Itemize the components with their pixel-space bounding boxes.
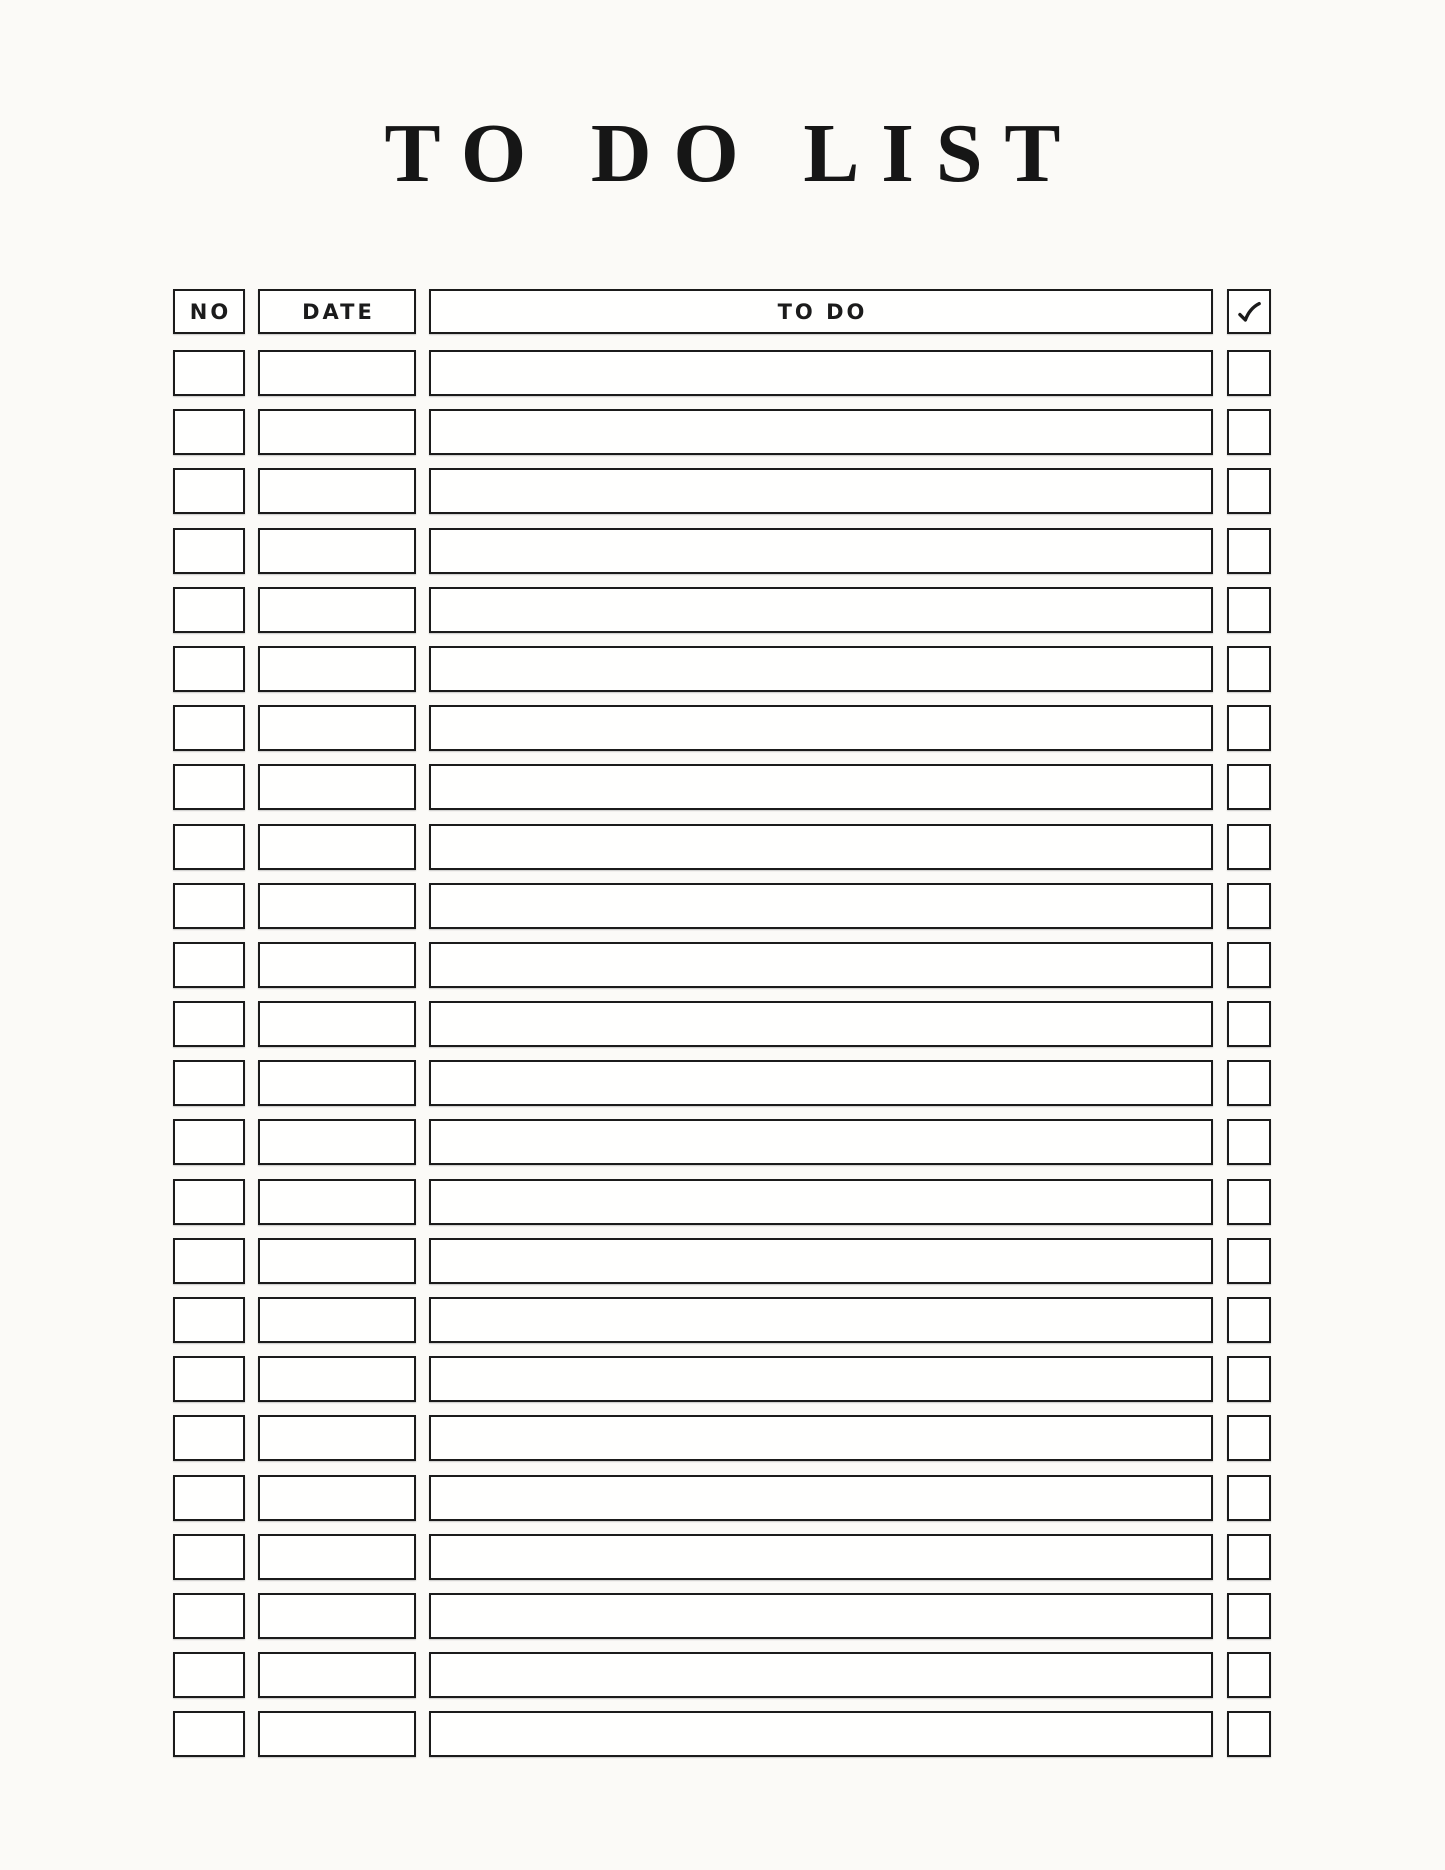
row-checkbox[interactable] — [1227, 764, 1271, 810]
table-row — [173, 1001, 1271, 1047]
row-date-field[interactable] — [258, 1297, 416, 1343]
table-row — [173, 528, 1271, 574]
row-no-field[interactable] — [173, 1297, 245, 1343]
row-checkbox[interactable] — [1227, 1001, 1271, 1047]
row-no-field[interactable] — [173, 1711, 245, 1757]
row-date-field[interactable] — [258, 942, 416, 988]
row-date-field[interactable] — [258, 1179, 416, 1225]
table-row — [173, 1179, 1271, 1225]
row-checkbox[interactable] — [1227, 1711, 1271, 1757]
table-body — [173, 350, 1271, 1757]
row-todo-field[interactable] — [429, 1475, 1213, 1521]
row-checkbox[interactable] — [1227, 883, 1271, 929]
table-row — [173, 409, 1271, 455]
table-row — [173, 1119, 1271, 1165]
row-todo-field[interactable] — [429, 1297, 1213, 1343]
table-header-row — [173, 289, 1271, 334]
table-row — [173, 764, 1271, 810]
row-no-field[interactable] — [173, 1593, 245, 1639]
row-todo-field[interactable] — [429, 764, 1213, 810]
row-checkbox[interactable] — [1227, 587, 1271, 633]
table-row — [173, 1711, 1271, 1757]
row-date-field[interactable] — [258, 1060, 416, 1106]
row-no-field[interactable] — [173, 1356, 245, 1402]
row-checkbox[interactable] — [1227, 1652, 1271, 1698]
row-date-field[interactable] — [258, 1711, 416, 1757]
checkmark-icon — [1233, 296, 1265, 328]
row-checkbox[interactable] — [1227, 1119, 1271, 1165]
row-checkbox[interactable] — [1227, 350, 1271, 396]
row-checkbox[interactable] — [1227, 942, 1271, 988]
header-date: DATE — [258, 289, 416, 334]
table-row — [173, 824, 1271, 870]
row-todo-field[interactable] — [429, 705, 1213, 751]
table-row — [173, 942, 1271, 988]
table-row — [173, 1475, 1271, 1521]
table-row — [173, 1238, 1271, 1284]
row-checkbox[interactable] — [1227, 1475, 1271, 1521]
row-date-field[interactable] — [258, 1238, 416, 1284]
row-no-field[interactable] — [173, 528, 245, 574]
row-todo-field[interactable] — [429, 528, 1213, 574]
row-checkbox[interactable] — [1227, 409, 1271, 455]
table-row — [173, 646, 1271, 692]
row-no-field[interactable] — [173, 468, 245, 514]
row-date-field[interactable] — [258, 1652, 416, 1698]
row-date-field[interactable] — [258, 1534, 416, 1580]
header-no: NO — [173, 289, 245, 334]
row-date-field[interactable] — [258, 1593, 416, 1639]
row-no-field[interactable] — [173, 883, 245, 929]
row-todo-field[interactable] — [429, 883, 1213, 929]
row-todo-field[interactable] — [429, 1534, 1213, 1580]
row-todo-field[interactable] — [429, 1593, 1213, 1639]
table-row — [173, 350, 1271, 396]
row-date-field[interactable] — [258, 468, 416, 514]
row-no-field[interactable] — [173, 764, 245, 810]
row-no-field[interactable] — [173, 942, 245, 988]
table-row — [173, 1415, 1271, 1461]
row-todo-field[interactable] — [429, 824, 1213, 870]
row-todo-field[interactable] — [429, 1119, 1213, 1165]
row-checkbox[interactable] — [1227, 1534, 1271, 1580]
table-row — [173, 1652, 1271, 1698]
row-no-field[interactable] — [173, 646, 245, 692]
table-row — [173, 1534, 1271, 1580]
row-checkbox[interactable] — [1227, 646, 1271, 692]
row-no-field[interactable] — [173, 1001, 245, 1047]
row-checkbox[interactable] — [1227, 1297, 1271, 1343]
row-date-field[interactable] — [258, 1415, 416, 1461]
row-date-field[interactable] — [258, 1475, 416, 1521]
row-date-field[interactable] — [258, 587, 416, 633]
table-row — [173, 587, 1271, 633]
row-no-field[interactable] — [173, 1238, 245, 1284]
row-date-field[interactable] — [258, 528, 416, 574]
row-date-field[interactable] — [258, 1356, 416, 1402]
row-no-field[interactable] — [173, 1119, 245, 1165]
row-checkbox[interactable] — [1227, 1356, 1271, 1402]
row-checkbox[interactable] — [1227, 1415, 1271, 1461]
row-todo-field[interactable] — [429, 409, 1213, 455]
row-checkbox[interactable] — [1227, 1593, 1271, 1639]
row-checkbox[interactable] — [1227, 468, 1271, 514]
row-no-field[interactable] — [173, 1415, 245, 1461]
row-no-field[interactable] — [173, 350, 245, 396]
row-checkbox[interactable] — [1227, 824, 1271, 870]
row-no-field[interactable] — [173, 1179, 245, 1225]
todo-table — [173, 289, 1271, 1771]
row-todo-field[interactable] — [429, 587, 1213, 633]
row-todo-field[interactable] — [429, 1179, 1213, 1225]
row-todo-field[interactable] — [429, 1356, 1213, 1402]
row-checkbox[interactable] — [1227, 705, 1271, 751]
row-date-field[interactable] — [258, 409, 416, 455]
header-todo: TO DO — [429, 289, 1213, 334]
row-no-field[interactable] — [173, 1060, 245, 1106]
row-no-field[interactable] — [173, 1534, 245, 1580]
row-todo-field[interactable] — [429, 1415, 1213, 1461]
row-todo-field[interactable] — [429, 942, 1213, 988]
row-checkbox[interactable] — [1227, 1179, 1271, 1225]
row-checkbox[interactable] — [1227, 1238, 1271, 1284]
row-todo-field[interactable] — [429, 646, 1213, 692]
row-no-field[interactable] — [173, 705, 245, 751]
table-row — [173, 1297, 1271, 1343]
row-checkbox[interactable] — [1227, 1060, 1271, 1106]
row-date-field[interactable] — [258, 824, 416, 870]
row-todo-field[interactable] — [429, 350, 1213, 396]
row-date-field[interactable] — [258, 883, 416, 929]
row-no-field[interactable] — [173, 1475, 245, 1521]
page-title: TO DO LIST — [384, 107, 1083, 200]
row-no-field[interactable] — [173, 824, 245, 870]
table-row — [173, 1593, 1271, 1639]
table-row — [173, 1356, 1271, 1402]
row-date-field[interactable] — [258, 1001, 416, 1047]
table-row — [173, 468, 1271, 514]
row-no-field[interactable] — [173, 587, 245, 633]
row-todo-field[interactable] — [429, 1001, 1213, 1047]
row-todo-field[interactable] — [429, 1711, 1213, 1757]
row-todo-field[interactable] — [429, 1238, 1213, 1284]
row-no-field[interactable] — [173, 409, 245, 455]
row-checkbox[interactable] — [1227, 528, 1271, 574]
table-row — [173, 705, 1271, 751]
row-date-field[interactable] — [258, 705, 416, 751]
row-no-field[interactable] — [173, 1652, 245, 1698]
row-todo-field[interactable] — [429, 468, 1213, 514]
row-todo-field[interactable] — [429, 1060, 1213, 1106]
table-row — [173, 883, 1271, 929]
table-row — [173, 1060, 1271, 1106]
row-date-field[interactable] — [258, 646, 416, 692]
row-date-field[interactable] — [258, 764, 416, 810]
row-date-field[interactable] — [258, 1119, 416, 1165]
row-date-field[interactable] — [258, 350, 416, 396]
header-check — [1227, 289, 1271, 334]
row-todo-field[interactable] — [429, 1652, 1213, 1698]
